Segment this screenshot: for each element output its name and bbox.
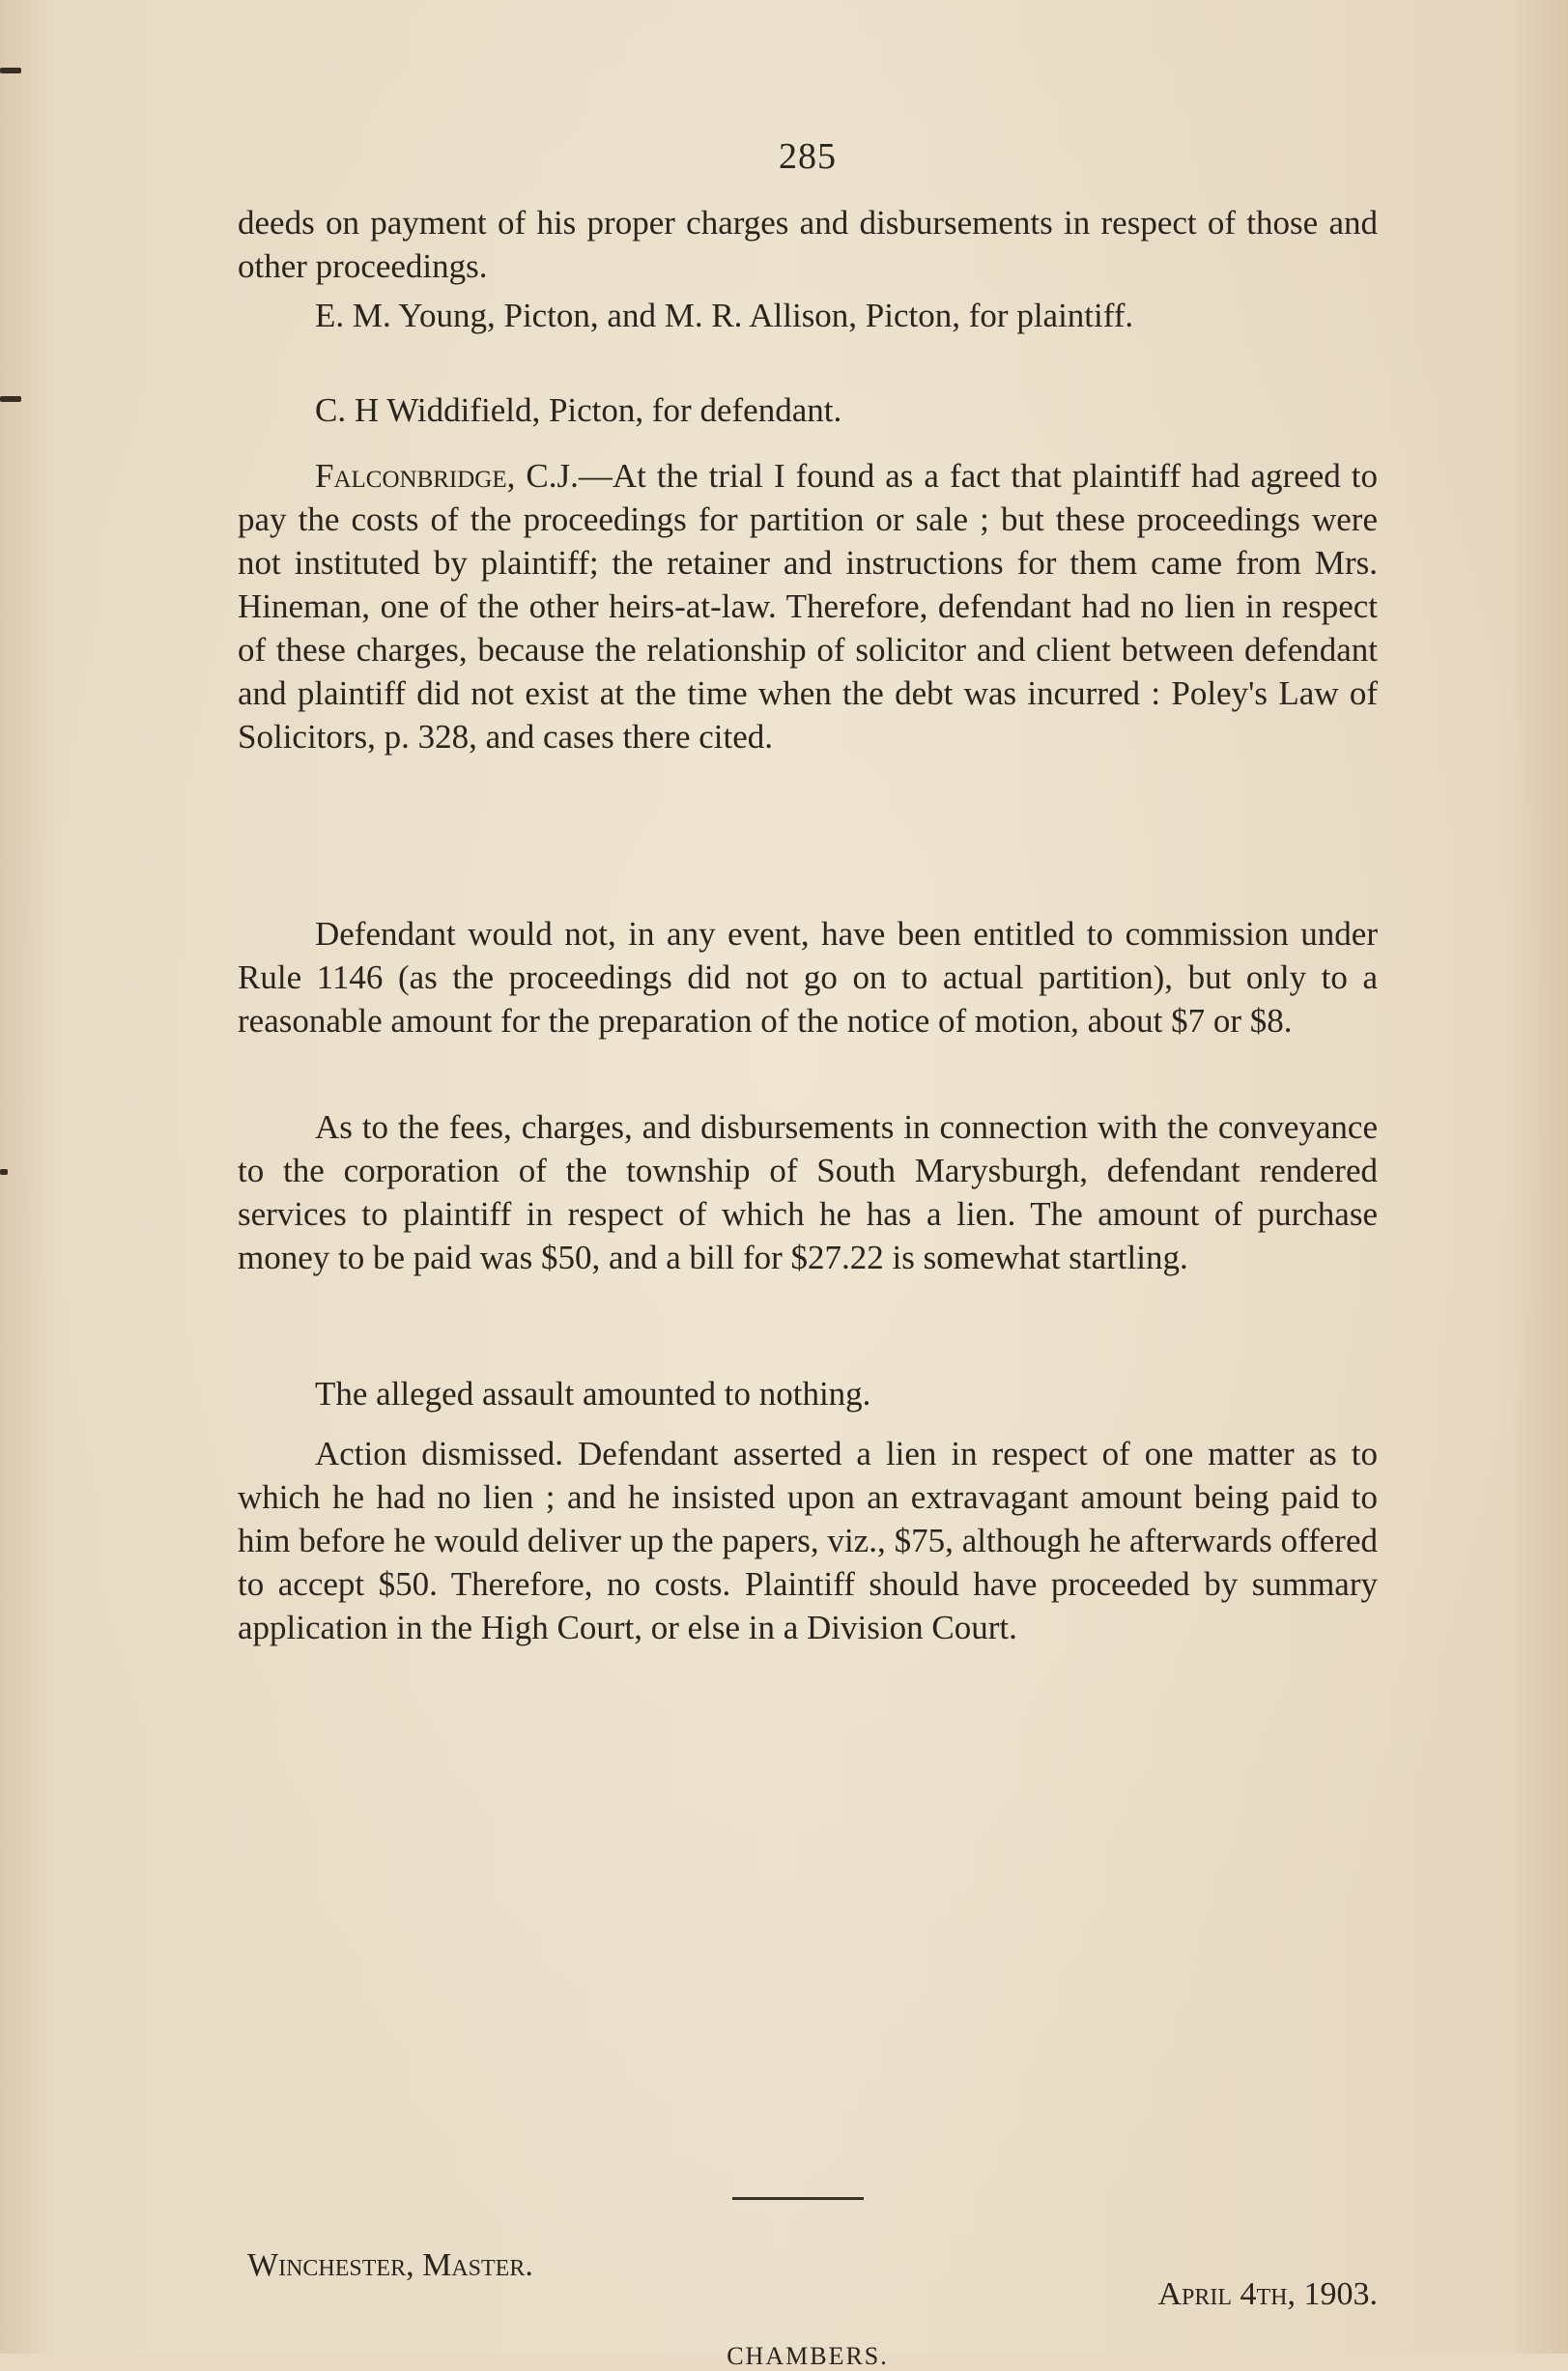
margin-mark xyxy=(0,396,21,402)
next-case-date: April 4th, 1903. xyxy=(1157,2276,1378,2312)
next-case-judge: Winchester, Master. xyxy=(247,2247,533,2283)
judge-name: Falconbridge, C.J. xyxy=(315,457,579,495)
paragraph-conveyance: As to the fees, charges, and disbursements in connection with the conveyance to the corporation of the township of South Marysburgh, defendant rendered services to plaintiff in respect of which he has a lien. The amount of purchase money to be paid was $50, and a bill for $27.22 is somewhat startling. xyxy=(238,1108,1378,1276)
paragraph-disposition: Action dismissed. Defendant asserted a lien in respect of one matter as to which he had no lien ; and he insisted upon an extravagant amount being paid to him before he would deliver up the papers, viz., $75, although he afterwards offered to accept $50. Therefore, no costs. Plaintiff should have proceeded by summary application in the High Court, or else in a Division Court. xyxy=(238,1435,1378,1646)
margin-mark xyxy=(0,1169,8,1175)
margin-mark xyxy=(0,68,21,73)
section-divider xyxy=(732,2197,864,2200)
paragraph-assault: The alleged assault amounted to nothing. xyxy=(315,1375,871,1413)
judgment-paragraph xyxy=(238,454,1378,758)
next-case-court: CHAMBERS. xyxy=(727,2342,889,2370)
counsel-plaintiff: E. M. Young, Picton, and M. R. Allison, Picton, for plaintiff. xyxy=(315,297,1134,334)
paragraph-continuation: deeds on payment of his proper charges and disbursements in respect of those and other proceedings. xyxy=(238,204,1378,285)
counsel-defendant: C. H Widdifield, Picton, for defendant. xyxy=(315,391,842,429)
judgment-text: —At the trial I found as a fact that plaintiff had agreed to pay the costs of the proceedings for partition or sale ; but these proceedings were not instituted by plaintiff; the retainer and instructions for them came from Mrs. Hineman, one of the other heirs-at-law. Therefore, defendant had no lien in respect of these charges, because the relationship of solicitor and client between defendant and plaintiff did not exist at the time when the debt was incurred : Poley's Law of Solicitors, p. 328, and cases there cited. xyxy=(238,457,1378,756)
paragraph-commission: Defendant would not, in any event, have been entitled to commission under Rule 1146 (as the proceedings did not go on to actual partition), but only to a reasonable amount for the preparation of the notice of motion, about $7 or $8. xyxy=(238,915,1378,1040)
page-number: 285 xyxy=(779,136,837,177)
